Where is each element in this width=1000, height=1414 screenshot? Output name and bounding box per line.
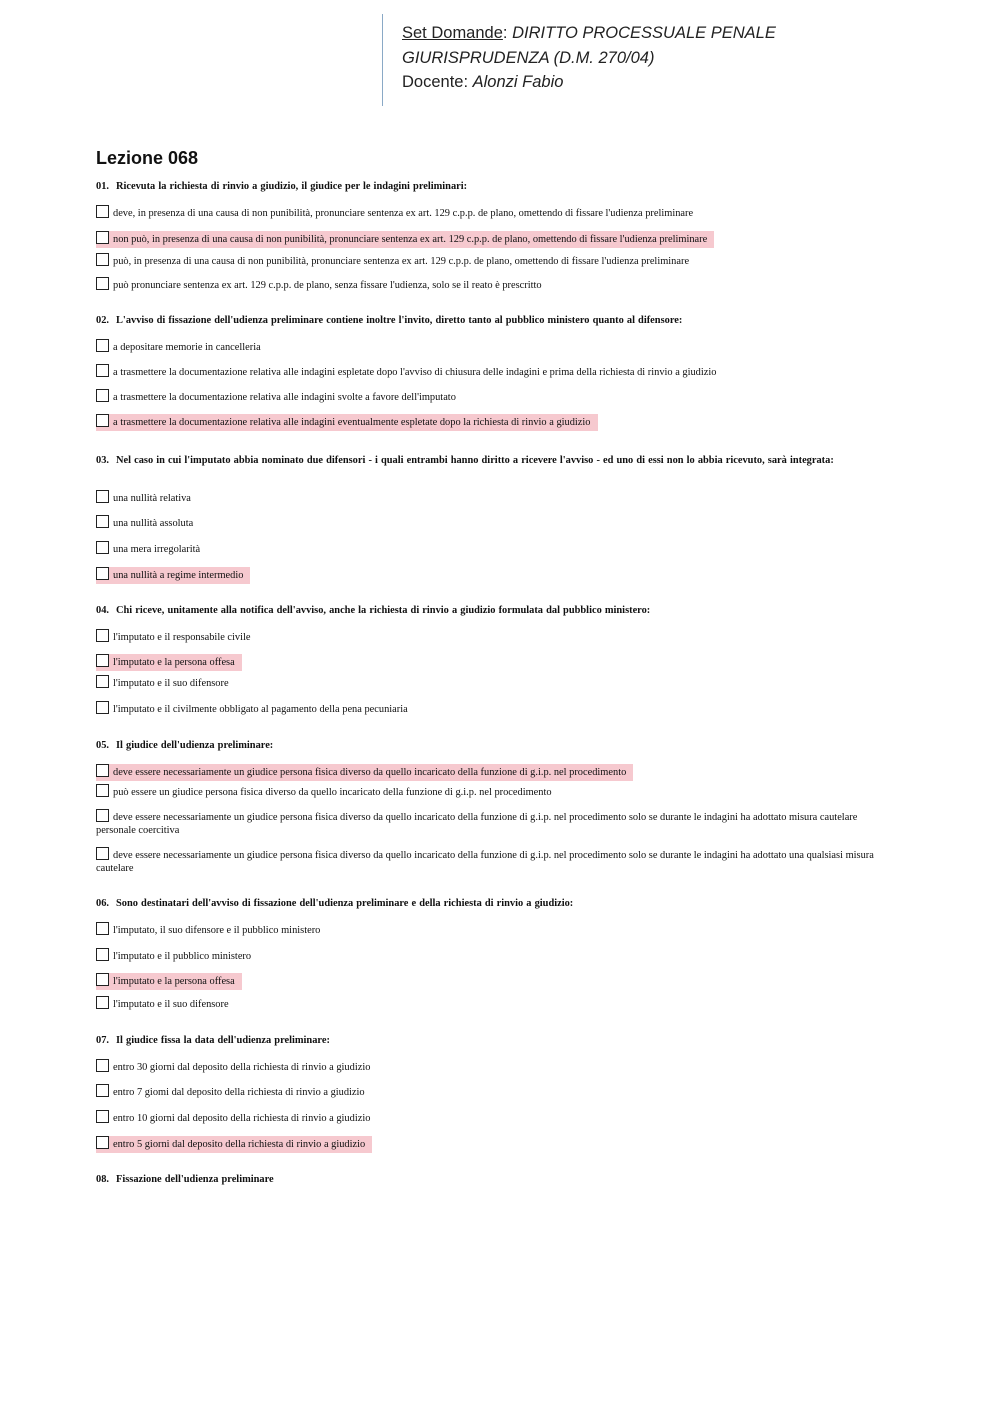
answer-option[interactable] xyxy=(96,1061,377,1076)
checkbox[interactable] xyxy=(96,231,109,244)
checkbox[interactable] xyxy=(96,847,109,860)
answer-text: a trasmettere la documentazione relativa alle indagini espletate dopo l'avviso di chiusura delle indagini e prima della richiesta di rinvio a giudizio xyxy=(113,367,717,378)
answer-option-correct[interactable] xyxy=(96,1138,372,1153)
question-01 xyxy=(96,181,896,291)
answer-text: entro 30 giorni dal deposito della richiesta di rinvio a giudizio xyxy=(113,1062,371,1073)
checkbox[interactable] xyxy=(96,1110,109,1123)
question-prompt: Fissazione dell'udienza preliminare xyxy=(116,1174,274,1185)
question-prompt: Nel caso in cui l'imputato abbia nominato due difensori - i quali entrambi hanno diritto a ricevere l'avviso - ed uno di essi non lo abbia ricevuto, sarà integrata: xyxy=(116,455,834,466)
answer-option[interactable] xyxy=(96,543,207,558)
answer-text: a trasmettere la documentazione relativa alle indagini svolte a favore dell'imputato xyxy=(113,392,456,403)
question-08 xyxy=(96,1174,896,1186)
answer-option[interactable] xyxy=(96,924,327,939)
course-title-part-2: GIURISPRUDENZA (D.M. 270/04) xyxy=(402,48,655,67)
checkbox[interactable] xyxy=(96,205,109,218)
lesson-title: Lezione 068 xyxy=(96,148,199,168)
question-text xyxy=(96,455,896,467)
answer-text: l'imputato e il suo difensore xyxy=(113,678,229,689)
answer-option[interactable] xyxy=(96,950,258,965)
answer-option[interactable] xyxy=(96,786,559,801)
answer-option[interactable] xyxy=(96,341,268,356)
answer-text: l'imputato e il civilmente obbligato al pagamento della pena pecuniaria xyxy=(113,704,408,715)
course-title-part-1: DIRITTO PROCESSUALE PENALE xyxy=(512,24,776,42)
answer-option[interactable] xyxy=(96,1086,372,1101)
question-number: 02. xyxy=(96,315,109,326)
answer-text: l'imputato e la persona offesa xyxy=(96,973,242,990)
answer-option-correct[interactable] xyxy=(96,569,250,584)
answer-option[interactable] xyxy=(96,366,723,381)
answer-text: entro 7 giomi dal deposito della richiesta di rinvio a giudizio xyxy=(113,1087,365,1098)
answer-option[interactable] xyxy=(96,391,463,406)
answer-text: deve, in presenza di una causa di non punibilità, pronunciare sentenza ex art. 129 c.p.p. de plano, omettendo di fissare l'udienza preliminare xyxy=(113,208,694,219)
question-text xyxy=(96,740,896,752)
answer-text: non può, in presenza di una causa di non punibilità, pronunciare sentenza ex art. 129 c.p.p. de plano, omettendo di fissare l'udienza preliminare xyxy=(96,231,714,248)
answer-option[interactable] xyxy=(96,207,700,222)
course-line-2 xyxy=(402,46,942,71)
question-text xyxy=(96,181,896,193)
answer-text: una mera irregolarità xyxy=(113,544,201,555)
checkbox[interactable] xyxy=(96,996,109,1009)
checkbox[interactable] xyxy=(96,701,109,714)
answer-option[interactable] xyxy=(96,998,236,1013)
question-text xyxy=(96,1174,896,1186)
answer-text: una nullità assoluta xyxy=(113,518,194,529)
answer-option[interactable] xyxy=(96,492,198,507)
question-04 xyxy=(96,605,896,715)
answer-option-correct[interactable] xyxy=(96,416,598,431)
question-05 xyxy=(96,740,896,874)
question-text xyxy=(96,1035,896,1047)
answer-option-correct[interactable] xyxy=(96,233,714,248)
question-number: 01. xyxy=(96,181,109,192)
answer-option[interactable] xyxy=(96,703,415,718)
checkbox[interactable] xyxy=(96,277,109,290)
checkbox[interactable] xyxy=(96,784,109,797)
question-03 xyxy=(96,455,896,581)
checkbox[interactable] xyxy=(96,389,109,402)
answer-text: a depositare memorie in cancelleria xyxy=(113,342,261,353)
docente-name: Alonzi Fabio xyxy=(472,73,564,91)
set-colon: : xyxy=(502,24,508,42)
answer-text: può pronunciare sentenza ex art. 129 c.p.p. de plano, senza fissare l'udienza, solo se il reato è prescritto xyxy=(113,280,542,291)
checkbox[interactable] xyxy=(96,490,109,503)
docente-line xyxy=(402,70,942,95)
question-number: 05. xyxy=(96,740,109,751)
checkbox[interactable] xyxy=(96,515,109,528)
set-label: Set Domande xyxy=(402,24,503,42)
answer-text: l'imputato e il pubblico ministero xyxy=(113,951,252,962)
answer-text: può essere un giudice persona fisica diverso da quello incaricato della funzione di g.i.p. nel procedimento xyxy=(113,787,552,798)
answer-option[interactable] xyxy=(96,849,896,875)
checkbox[interactable] xyxy=(96,1059,109,1072)
checkbox[interactable] xyxy=(96,809,109,822)
answer-text: entro 10 giorni dal deposito della richiesta di rinvio a giudizio xyxy=(113,1113,371,1124)
question-prompt: L'avviso di fissazione dell'udienza preliminare contiene inoltre l'invito, diretto tanto al pubblico ministero quanto al difensore: xyxy=(116,315,683,326)
answer-text: l'imputato, il suo difensore e il pubblico ministero xyxy=(113,925,321,936)
answer-text: deve essere necessariamente un giudice persona fisica diverso da quello incaricato della funzione di g.i.p. nel procedimento xyxy=(96,764,633,781)
answer-text: entro 5 giorni dal deposito della richiesta di rinvio a giudizio xyxy=(96,1136,372,1153)
question-02 xyxy=(96,315,896,428)
checkbox[interactable] xyxy=(96,764,109,777)
answer-option[interactable] xyxy=(96,279,549,294)
checkbox[interactable] xyxy=(96,675,109,688)
checkbox[interactable] xyxy=(96,414,109,427)
question-number: 07. xyxy=(96,1035,109,1046)
checkbox[interactable] xyxy=(96,253,109,266)
answer-text: l'imputato e il responsabile civile xyxy=(113,632,251,643)
answer-text: deve essere necessariamente un giudice persona fisica diverso da quello incaricato della funzione di g.i.p. nel procedimento solo se durante le indagini ha adottato misura cautelare personale coercitiva xyxy=(96,812,858,836)
question-text xyxy=(96,315,896,327)
docente-label: Docente: xyxy=(402,73,469,91)
answer-option[interactable] xyxy=(96,255,696,270)
answer-option[interactable] xyxy=(96,1112,377,1127)
document-header xyxy=(382,14,942,106)
answer-option[interactable] xyxy=(96,811,896,837)
question-number: 04. xyxy=(96,605,109,616)
answer-option[interactable] xyxy=(96,517,200,532)
question-number: 03. xyxy=(96,455,109,466)
checkbox[interactable] xyxy=(96,922,109,935)
checkbox[interactable] xyxy=(96,364,109,377)
question-number: 06. xyxy=(96,898,109,909)
checkbox[interactable] xyxy=(96,948,109,961)
question-prompt: Ricevuta la richiesta di rinvio a giudizio, il giudice per le indagini preliminari: xyxy=(116,181,468,192)
answer-option-correct[interactable] xyxy=(96,975,242,990)
question-number: 08. xyxy=(96,1174,109,1185)
checkbox[interactable] xyxy=(96,973,109,986)
answer-text: a trasmettere la documentazione relativa alle indagini eventualmente espletate dopo la richiesta di rinvio a giudizio xyxy=(96,414,598,431)
checkbox[interactable] xyxy=(96,339,109,352)
question-prompt: Chi riceve, unitamente alla notifica dell'avviso, anche la richiesta di rinvio a giudizio formulata dal pubblico ministero: xyxy=(116,605,651,616)
answer-text: una nullità relativa xyxy=(113,493,191,504)
answer-text: può, in presenza di una causa di non punibilità, pronunciare sentenza ex art. 129 c.p.p. de plano, omettendo di fissare l'udienza preliminare xyxy=(113,256,690,267)
answer-text: una nullità a regime intermedio xyxy=(96,567,250,584)
question-06 xyxy=(96,898,896,1010)
checkbox[interactable] xyxy=(96,1084,109,1097)
checkbox[interactable] xyxy=(96,629,109,642)
answer-option-correct[interactable] xyxy=(96,656,242,671)
question-prompt: Il giudice dell'udienza preliminare: xyxy=(116,740,274,751)
checkbox[interactable] xyxy=(96,567,109,580)
question-text xyxy=(96,605,896,617)
question-07 xyxy=(96,1035,896,1150)
question-prompt: Sono destinatari dell'avviso di fissazione dell'udienza preliminare e della richiesta di rinvio a giudizio: xyxy=(116,898,574,909)
question-prompt: Il giudice fissa la data dell'udienza preliminare: xyxy=(116,1035,330,1046)
answer-option[interactable] xyxy=(96,631,258,646)
question-text xyxy=(96,898,896,910)
answer-option[interactable] xyxy=(96,677,236,692)
course-line-1 xyxy=(402,21,942,46)
answer-option-correct[interactable] xyxy=(96,766,633,781)
answer-text: l'imputato e la persona offesa xyxy=(96,654,242,671)
answer-text: deve essere necessariamente un giudice persona fisica diverso da quello incaricato della funzione di g.i.p. nel procedimento solo se durante le indagini ha adottato una qualsiasi misura cautelare xyxy=(96,850,874,874)
checkbox[interactable] xyxy=(96,1136,109,1149)
answer-text: l'imputato e il suo difensore xyxy=(113,999,229,1010)
checkbox[interactable] xyxy=(96,654,109,667)
checkbox[interactable] xyxy=(96,541,109,554)
